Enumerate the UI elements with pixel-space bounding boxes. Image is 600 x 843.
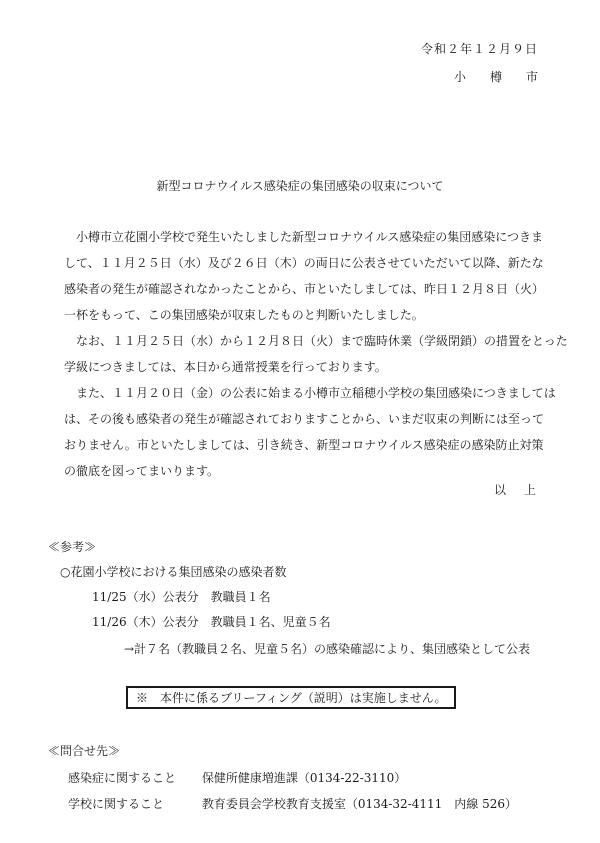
reference-heading: ≪参考≫ [48, 540, 97, 554]
document-title: 新型コロナウイルス感染症の集団感染の収束について [156, 179, 444, 193]
document-date: 令和２年１２月９日 [420, 42, 538, 56]
body-line: して、１１月２５日（水）及び２６日（木）の両日に公表させていただいて以降、新たな [64, 256, 544, 270]
body-line: は、その後も感染者の発生が確認されておりますことから、いまだ収束の判断には至って [64, 412, 545, 426]
body-text [64, 224, 568, 484]
issuer-name: 小樽市 [453, 70, 562, 84]
closing-remark: 以上 [493, 483, 554, 497]
body-line: おりません。市といたしましては、引き続き、新型コロナウイルス感染症の感染防止対策 [64, 438, 544, 452]
contact-topic: 学校に関すること [68, 797, 165, 811]
body-line: 学級につきましては、本日から通常授業を行っております。 [64, 360, 387, 374]
contact-row [68, 795, 517, 812]
briefing-notice-box: ※ 本件に係るブリーフィング（説明）は実施しません。 [126, 686, 456, 709]
body-line: なお、１１月２５日（水）から１２月８日（火）まで臨時休業（学級閉鎖）の措置をとった [64, 334, 568, 348]
contact-office: 教育委員会学校教育支援室（0134-32-4111 内線 526） [201, 797, 518, 811]
body-line: 一杯をもって、この集団感染が収束したものと判断いたしました。 [64, 308, 424, 322]
contact-row [68, 769, 406, 786]
contact-topic: 感染症に関すること [68, 771, 177, 785]
body-line: また、１１月２０日（金）の公表に始まる小樽市立稲穂小学校の集団感染につきましては [64, 386, 556, 400]
contact-office: 保健所健康増進課（0134-22-3110） [201, 771, 407, 785]
reference-total-line: →計７名（教職員２名、児童５名）の感染確認により、集団感染として公表 [124, 642, 531, 656]
body-line: 感染者の発生が確認されなかったことから、市といたしましては、昨日１２月８日（火） [64, 282, 545, 296]
reference-line: 11/26（木）公表分 教職員１名、児童５名 [92, 615, 331, 629]
reference-subheading: ○花園小学校における集団感染の感染者数 [60, 565, 287, 579]
body-line: の徹底を図ってまいります。 [64, 464, 220, 478]
body-line: 小樽市立花園小学校で発生いたしました新型コロナウイルス感染症の集団感染につきま [64, 230, 544, 244]
contact-heading: ≪問合せ先≫ [48, 744, 121, 758]
reference-line: 11/25（水）公表分 教職員１名 [92, 590, 271, 604]
